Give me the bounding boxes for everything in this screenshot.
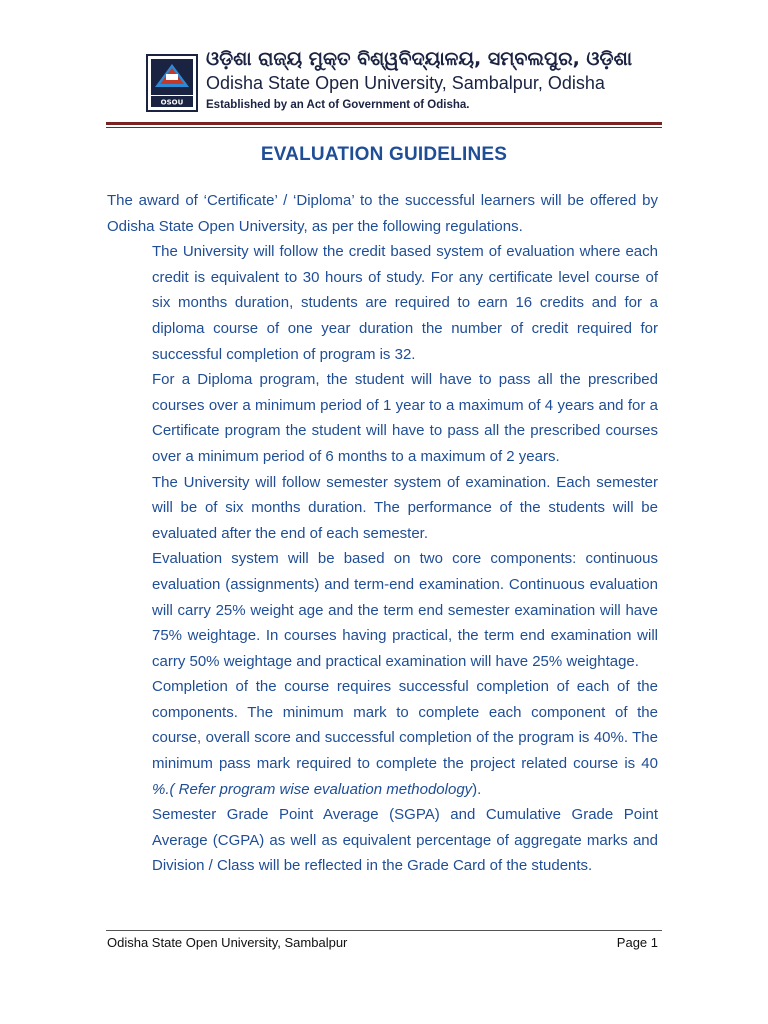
paragraph-semester-system: The University will follow semester system of examination. Each semester will be of six months duration. The performance of the students will be evaluated after the end of each semester. [152,473,658,542]
paragraph-grade-card: Semester Grade Point Average (SGPA) and Cumulative Grade Point Average (CGPA) as well as equivalent percentage of aggregate marks and Division / Class will be reflected in the Grade Card of the students. [152,806,658,875]
letterhead-rule-thin [106,127,662,128]
pass-marks-text: Completion of the course requires successful completion of each of the components. The minimum mark to complete each component of the course, overall score and successful completion of the program is 40%. The minimum pass mark required to complete the project related course is 40 [152,678,658,773]
footer-university: Odisha State Open University, Sambalpur [107,935,348,950]
footer-page-number: Page 1 [616,935,658,950]
paragraph-evaluation-components: Evaluation system will be based on two core components: continuous evaluation (assignments) and term-end examination. Continuous evaluation will carry 25% weight age and the term end semester examination will have 75% weightage. In courses having practical, the term end examination will carry 50% weightage and practical examination will have 25% weightage. [152,550,658,670]
established-note: Established by an Act of Government of Odisha. [206,99,470,111]
paragraph-program-duration: For a Diploma program, the student will have to pass all the prescribed courses over a minimum period of 1 year to a maximum of 4 years and for a Certificate program the student will have to pass all the prescribed courses over a minimum period of 6 months to a maximum of 2 years. [152,371,658,465]
letterhead-rule [106,122,662,125]
paragraph-pass-marks [152,674,658,802]
letterhead [146,46,662,124]
footer-rule [106,930,662,931]
intro-paragraph: The award of ‘Certificate’ / ‘Diploma’ to the successful learners will be offered by Odisha State Open University, as per the following regulations. [107,192,658,235]
document-title: EVALUATION GUIDELINES [260,144,508,165]
university-name-odia: ଓଡ଼ିଶା ରାଜ୍ୟ ମୁକ୍ତ ବିଶ୍ୱବିଦ୍ୟାଳୟ, ସମ୍ବଲପୁର, ଓଡ଼ିଶା [206,48,633,70]
paragraph-credit-system: The University will follow the credit based system of evaluation where each credit is equivalent to 30 hours of study. For any certificate level course of six months duration, students are required to earn 16 credits and for a diploma course of one year duration the number of credit required for successful completion of program is 32. [152,243,658,363]
university-logo-icon [146,54,198,112]
svg-text:OSOU: OSOU [160,98,184,107]
university-name-english: Odisha State Open University, Sambalpur, Odisha [206,73,605,93]
pass-marks-end: ). [472,780,482,798]
pass-marks-note: %.( Refer program wise evaluation methodology [152,780,473,798]
letterhead-text [206,46,666,114]
document-body [107,188,658,879]
